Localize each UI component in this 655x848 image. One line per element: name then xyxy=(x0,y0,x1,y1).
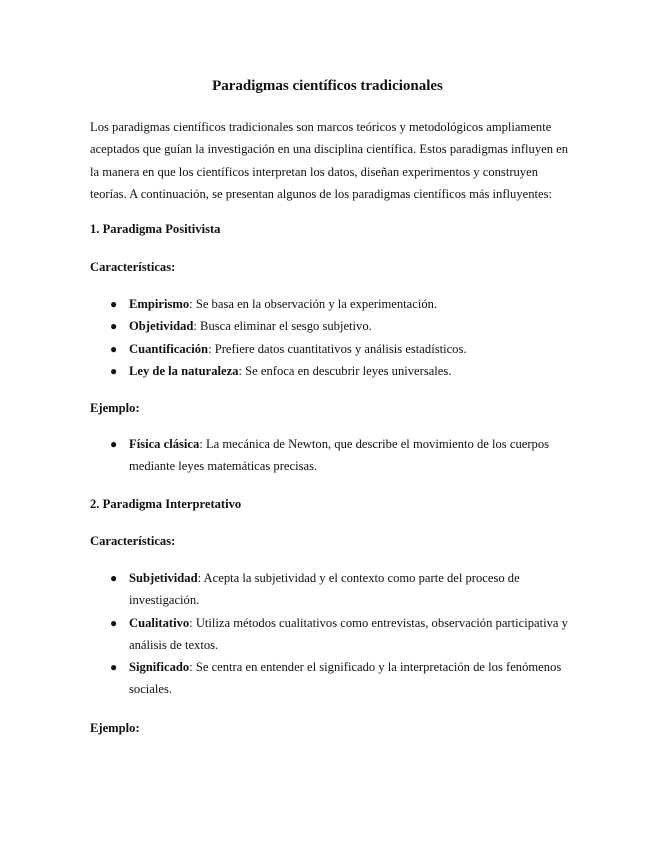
bullet-icon: ● xyxy=(110,615,118,630)
list-item xyxy=(110,338,570,360)
section-1-examples-list xyxy=(110,433,570,478)
list-item-text: : Se basa en la observación y la experimentación. xyxy=(189,297,438,311)
section-2-characteristics-label: Características: xyxy=(90,534,176,548)
list-item xyxy=(110,656,570,701)
list-item-term: Significado xyxy=(129,660,190,675)
bullet-icon: ● xyxy=(110,437,118,451)
section-1-heading: 1. Paradigma Positivista xyxy=(90,222,221,236)
list-item-text: : Busca eliminar el sesgo subjetivo. xyxy=(193,319,372,334)
section-1-example-label: Ejemplo: xyxy=(90,401,140,415)
list-item xyxy=(110,360,570,382)
list-item-term: Ley de la naturaleza xyxy=(129,363,239,378)
section-1-characteristics-list xyxy=(110,293,570,382)
list-item-term: Subjetividad xyxy=(129,571,198,585)
bullet-icon: ● xyxy=(110,660,118,675)
list-item-text: : Prefiere datos cuantitativos y análisis estadísticos. xyxy=(208,341,467,356)
list-item-text: : Utiliza métodos cualitativos como entrevistas, observación participativa y análisis de textos. xyxy=(129,615,568,652)
list-item xyxy=(110,433,570,478)
list-item-term: Cualitativo xyxy=(129,615,190,630)
list-item xyxy=(110,315,570,337)
list-item xyxy=(110,612,570,657)
bullet-icon: ● xyxy=(110,341,118,356)
list-item-term: Física clásica xyxy=(129,437,200,451)
bullet-icon: ● xyxy=(110,571,118,585)
section-2-characteristics-list xyxy=(110,567,570,701)
section-2-example-label: Ejemplo: xyxy=(90,721,140,735)
list-item-text: : Se centra en entender el significado y la interpretación de los fenómenos sociales. xyxy=(129,660,562,697)
list-item-text: : Acepta la subjetividad y el contexto como parte del proceso de investigación. xyxy=(129,571,520,608)
page-title: Paradigmas científicos tradicionales xyxy=(212,78,443,94)
intro-paragraph: Los paradigmas científicos tradicionales son marcos teóricos y metodológicos ampliamente aceptados que guían la investigación en una disciplina científica. Estos paradigmas influyen en la manera en que los científicos interpretan los datos, diseñan experimentos y construyen teorías. A continuación, se presentan algunos de los paradigmas científicos más influyentes: xyxy=(90,120,569,201)
bullet-icon: ● xyxy=(110,319,118,334)
section-1-characteristics-label: Características: xyxy=(90,260,176,274)
list-item xyxy=(110,293,570,315)
list-item xyxy=(110,567,570,612)
list-item-term: Empirismo xyxy=(129,297,190,311)
list-item-term: Cuantificación xyxy=(129,341,209,356)
section-2-heading: 2. Paradigma Interpretativo xyxy=(90,497,242,511)
list-item-text: : Se enfoca en descubrir leyes universales. xyxy=(238,363,452,378)
bullet-icon: ● xyxy=(110,297,118,311)
list-item-term: Objetividad xyxy=(129,319,194,334)
list-item-text: : La mecánica de Newton, que describe el movimiento de los cuerpos mediante leyes matemáticas precisas. xyxy=(129,437,550,474)
bullet-icon: ● xyxy=(110,363,118,378)
